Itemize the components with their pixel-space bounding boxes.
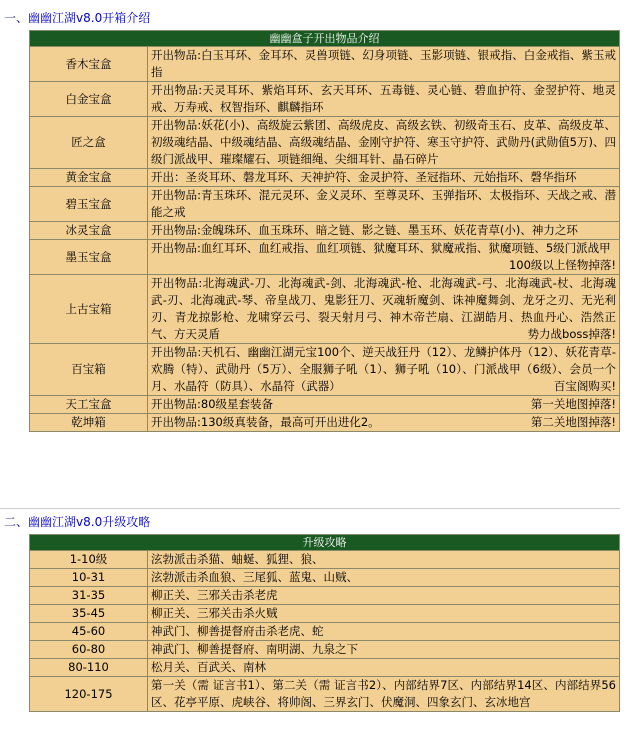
table-row <box>30 240 620 275</box>
level-range: 60-80 <box>30 641 148 659</box>
box-name: 黄金宝盒 <box>30 169 148 187</box>
level-location: 松月关、百武关、南林 <box>148 659 620 677</box>
level-location: 泫勃派击杀血狼、三尾狐、蓝鬼、山贼、 <box>148 569 620 587</box>
box-contents <box>148 169 620 187</box>
table-row <box>30 569 620 587</box>
table-row <box>30 396 620 414</box>
box-name: 上古宝箱 <box>30 275 148 344</box>
box-contents <box>148 47 620 82</box>
level-range: 1-10级 <box>30 551 148 569</box>
box-name: 百宝箱 <box>30 344 148 396</box>
box-table <box>29 30 620 432</box>
level-table <box>29 534 620 712</box>
drop-note: 100级以上怪物掉落! <box>508 258 616 272</box>
section-title-boxes <box>4 10 150 26</box>
level-location: 柳正关、三邪关击杀老虎 <box>148 587 620 605</box>
box-name: 乾坤箱 <box>30 414 148 432</box>
box-contents-text: 开出物品:血红耳环、血红戒指、血红项链、狱魔耳环、狱魔戒指、狱魔项链、5级门派战甲 <box>151 241 611 255</box>
level-range: 10-31 <box>30 569 148 587</box>
level-table-header: 升级攻略 <box>30 535 620 551</box>
box-contents-text: 开出物品:天灵耳环、紫焰耳环、玄天耳环、五毒链、灵心链、碧血护符、金翌护符、地灵戒、万寿戒、权智指环、麒麟指环 <box>151 83 616 114</box>
box-contents <box>148 396 620 414</box>
box-name: 冰灵宝盒 <box>30 222 148 240</box>
section-link-levels[interactable]: 幽幽江湖v8.0升级攻略 <box>28 515 151 529</box>
box-contents <box>148 117 620 169</box>
box-contents <box>148 414 620 432</box>
table-row <box>30 344 620 396</box>
section-number: 一、 <box>4 11 29 25</box>
box-contents <box>148 240 620 275</box>
level-range: 31-35 <box>30 587 148 605</box>
table-row <box>30 117 620 169</box>
box-contents <box>148 187 620 222</box>
level-range: 35-45 <box>30 605 148 623</box>
section-divider <box>0 508 620 509</box>
box-contents <box>148 82 620 117</box>
box-contents <box>148 275 620 344</box>
box-name: 白金宝盒 <box>30 82 148 117</box>
box-contents-text: 开出物品:青玉珠环、混元灵环、金义灵环、至尊灵环、玉弹指环、太极指环、天战之戒、潜能之戒 <box>151 188 616 219</box>
level-range: 120-175 <box>30 677 148 712</box>
table-row <box>30 605 620 623</box>
level-location: 第一关（需 证言书1）、第二关（需 证言书2）、内部结界7区、内部结界14区、内部结界56区、花亭平原、虎峡谷、将帅阁、三界玄门、伏魔洞、四象玄门、玄冰地宫 <box>148 677 620 712</box>
table-row <box>30 551 620 569</box>
level-range: 80-110 <box>30 659 148 677</box>
box-contents-text: 开出：圣炎耳环、磐龙耳环、天神护符、金灵护符、圣冠指环、元始指环、磬华指环 <box>151 170 577 184</box>
drop-note: 第一关地图掉落! <box>530 397 616 411</box>
level-location: 神武门、柳善提督府、南明湖、九泉之下 <box>148 641 620 659</box>
level-location: 柳正关、三邪关击杀火贼 <box>148 605 620 623</box>
box-contents-text: 开出物品:妖花(小)、高级旋云紫团、高级虎皮、高级玄铁、初级奇玉石、皮革、高级皮革、初级魂结晶、中级魂结晶、高级魂结晶、金刚守护符、寒玉守护符、武勋丹(武勋值5万)、四级门派战甲、璀璨耀石、项链细绳、尖细耳针、晶石碎片 <box>151 118 616 166</box>
box-contents-text: 开出物品:金魄珠环、血玉珠环、暗之链、影之链、墨玉环、妖花青草(小)、神力之环 <box>151 223 578 237</box>
table-row <box>30 623 620 641</box>
section-title-levels <box>4 514 150 530</box>
box-name: 天工宝盒 <box>30 396 148 414</box>
table-row <box>30 677 620 712</box>
drop-note: 第二关地图掉落! <box>530 415 616 429</box>
box-name: 墨玉宝盒 <box>30 240 148 275</box>
box-contents-text: 开出物品:80级星套装备 <box>151 397 274 411</box>
table-row <box>30 275 620 344</box>
box-contents-text: 开出物品:北海魂武-刀、北海魂武-剑、北海魂武-枪、北海魂武-弓、北海魂武-杖、北海魂武-刃、北海魂武-琴、帝皇战刀、鬼影狂刀、灭魂斩魔剑、诛神魔舞剑、龙牙之刃、无光利刃、青龙掠影枪、龙啸穿云弓、裂天射月弓、神木帝芒扇、江湖皓月、热血丹心、浩然正气、方天灵盾 <box>151 276 616 341</box>
box-contents-text: 开出物品:130级真装备，最高可开出进化2。 <box>151 415 380 429</box>
drop-note: 势力战boss掉落! <box>527 327 616 341</box>
table-row <box>30 659 620 677</box>
box-contents-text: 开出物品:天机石、幽幽江湖元宝100个、逆天战狂丹（12）、龙鳞护体丹（12）、妖花青草-欢腾（特）、武勋丹（5万）、全服狮子吼（1）、狮子吼（10）、门派战甲（6级）、会员一个月、水晶符（防具）、水晶符（武器） <box>151 345 616 393</box>
level-range: 45-60 <box>30 623 148 641</box>
table-row <box>30 414 620 432</box>
box-contents-text: 开出物品:白玉耳环、金耳环、灵兽项链、幻身项链、玉影项链、银戒指、白金戒指、紫玉戒指 <box>151 48 616 79</box>
drop-note: 百宝阁购买! <box>553 379 616 393</box>
table-row <box>30 587 620 605</box>
table-row <box>30 47 620 82</box>
level-location: 泫勃派击杀猫、蚰蜒、狐狸、狼、 <box>148 551 620 569</box>
level-location: 神武门、柳善提督府击杀老虎、蛇 <box>148 623 620 641</box>
table-row <box>30 641 620 659</box>
box-name: 碧玉宝盒 <box>30 187 148 222</box>
section-link-boxes[interactable]: 幽幽江湖v8.0开箱介绍 <box>28 11 151 25</box>
table-row <box>30 222 620 240</box>
box-name: 香木宝盒 <box>30 47 148 82</box>
table-row <box>30 169 620 187</box>
table-row <box>30 187 620 222</box>
table-row <box>30 82 620 117</box>
box-table-header: 幽幽盒子开出物品介绍 <box>30 31 620 47</box>
box-contents <box>148 344 620 396</box>
box-name: 匠之盒 <box>30 117 148 169</box>
box-contents <box>148 222 620 240</box>
section-number: 二、 <box>4 515 29 529</box>
